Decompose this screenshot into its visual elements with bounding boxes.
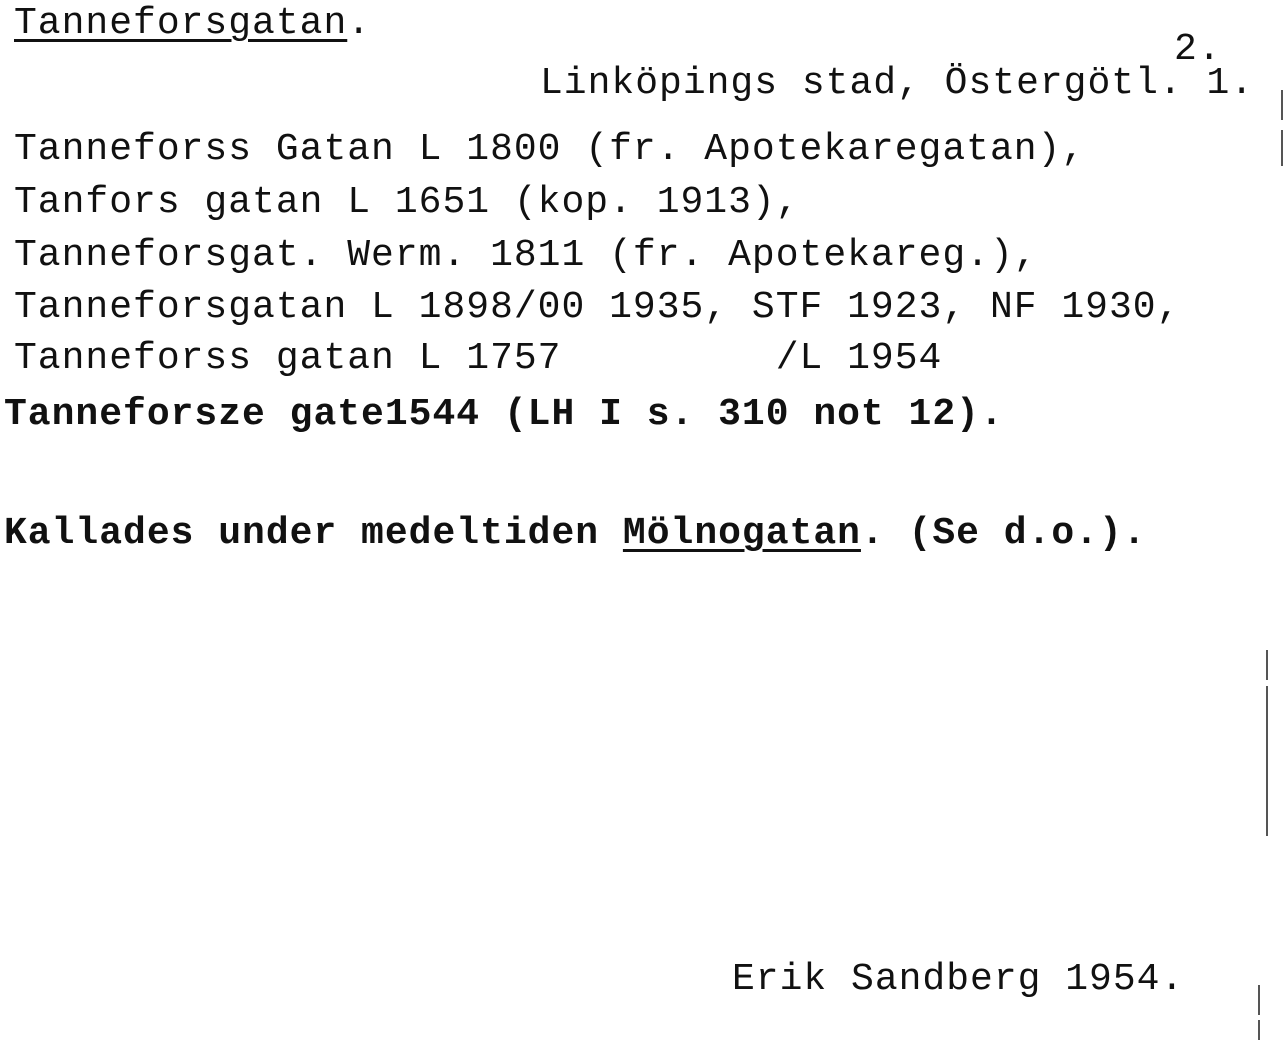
card-title: Tanneforsgatan. [14,2,372,45]
form-entry: Tanneforsze gate1544 (LH I s. 310 not 12). [4,393,1004,436]
edge-mark [1266,650,1268,680]
page-number: 2. [1174,28,1222,71]
form-entry: Tanneforsgat. Werm. 1811 (fr. Apotekareg.), [14,234,1038,277]
edge-mark [1258,985,1260,1015]
edge-mark [1281,130,1283,166]
card-title-text: Tanneforsgatan [14,2,348,45]
signature: Erik Sandberg 1954. [732,958,1185,1001]
form-entry: Tanneforsgatan L 1898/00 1935, STF 1923, NF 1930, [14,286,1181,329]
edge-mark [1281,90,1283,120]
edge-mark [1258,1020,1260,1040]
history-note-suffix: . (Se d.o.). [860,512,1147,555]
form-entry: Tanneforss Gatan L 1800 (fr. Apotekaregatan), [14,128,1086,171]
form-entry: Tanfors gatan L 1651 (kop. 1913), [14,181,800,224]
history-note [4,512,1147,556]
form-entry: Tanneforss gatan L 1757 /L 1954 [14,337,943,380]
edge-mark [1266,686,1268,836]
place-label: Linköpings stad, Östergötl. 1. [540,62,1255,105]
cross-reference-link[interactable]: Mölnogatan [622,512,861,555]
history-note-prefix: Kallades under medeltiden [4,512,623,555]
